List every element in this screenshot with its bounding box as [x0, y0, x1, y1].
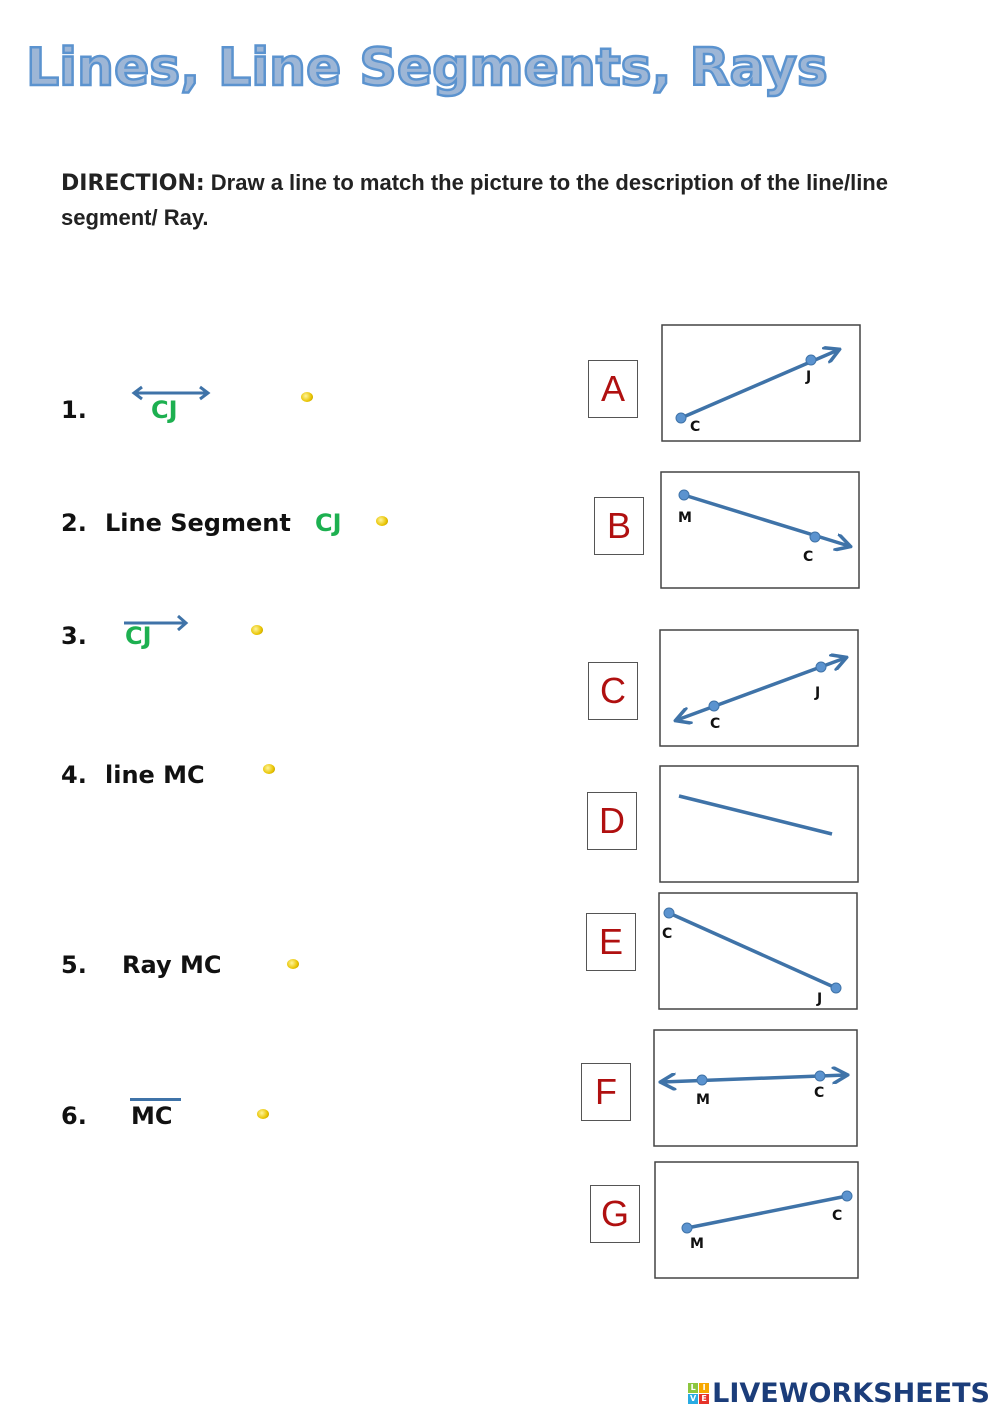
point-label: C	[832, 1208, 843, 1224]
item-symbol: CJ	[125, 622, 152, 650]
item-text: Ray MC	[122, 951, 222, 979]
item-number: 2.	[61, 509, 87, 537]
panel-g	[655, 1162, 858, 1278]
item-number: 1.	[61, 396, 87, 424]
point-label: M	[690, 1236, 704, 1252]
panel-b	[661, 472, 859, 588]
item-text: line MC	[105, 761, 205, 789]
point-label: C	[662, 926, 673, 942]
panel-f	[654, 1030, 857, 1146]
option-letter-d: D	[587, 792, 637, 850]
point-label: J	[806, 369, 812, 385]
option-letter-b: B	[594, 497, 644, 555]
item-symbol: CJ	[151, 396, 178, 424]
item-symbol: CJ	[315, 509, 342, 537]
point-label: C	[710, 716, 721, 732]
page-title: Lines, Line Segments, Rays	[26, 38, 828, 98]
point-label: C	[690, 419, 701, 435]
panel-d	[660, 766, 858, 882]
item-number: 5.	[61, 951, 87, 979]
option-letter-a: A	[588, 360, 638, 418]
direction-body: Draw a line to match the picture to the description of the line/line segment/ Ray.	[61, 170, 888, 230]
point-label: C	[814, 1085, 825, 1101]
direction-label: DIRECTION:	[61, 171, 205, 196]
option-letter-c: C	[588, 662, 638, 720]
panel-e	[659, 893, 857, 1009]
item-number: 3.	[61, 622, 87, 650]
item-number: 6.	[61, 1102, 87, 1130]
option-letter-f: F	[581, 1063, 631, 1121]
point-label: M	[678, 510, 692, 526]
item-number: 4.	[61, 761, 87, 789]
option-letter-g: G	[590, 1185, 640, 1243]
item-text: Line Segment	[105, 509, 291, 537]
option-letter-e: E	[586, 913, 636, 971]
point-label: J	[815, 685, 821, 701]
point-label: J	[817, 991, 823, 1007]
point-label: M	[696, 1092, 710, 1108]
logo-mark-icon: L I V E	[688, 1383, 709, 1404]
item-symbol: MC	[131, 1102, 173, 1130]
point-label: C	[803, 549, 814, 565]
logo-text: LIVEWORKSHEETS	[712, 1378, 990, 1409]
liveworksheets-logo	[688, 1378, 990, 1409]
